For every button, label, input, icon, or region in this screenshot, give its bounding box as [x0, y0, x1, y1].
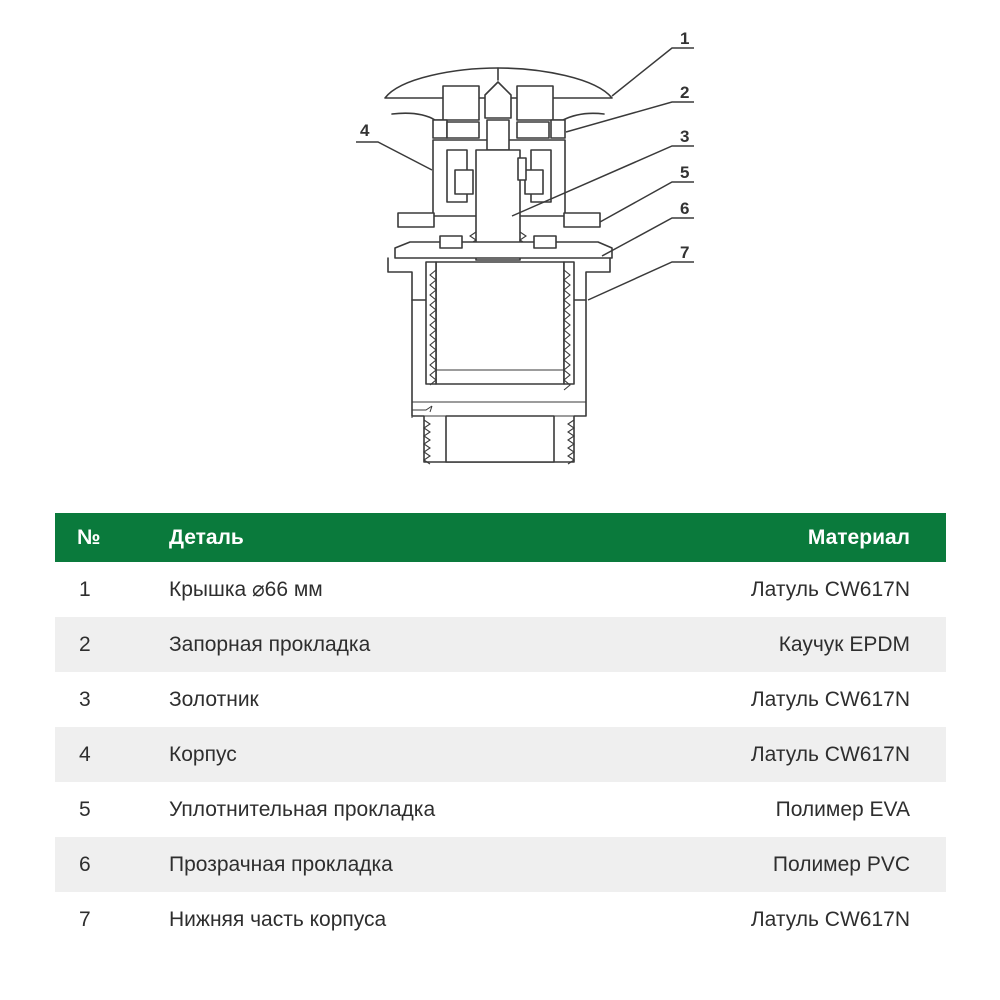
- parts-material-table: [55, 513, 946, 947]
- cap-inner-blocks: [443, 82, 553, 120]
- table-row: [55, 837, 946, 892]
- row-material: Латуль CW617N: [750, 577, 910, 601]
- row-part: Прозрачная прокладка: [169, 837, 617, 892]
- table-row: [55, 727, 946, 782]
- row-material: Полимер PVC: [617, 837, 946, 892]
- row-number: 3: [79, 687, 91, 711]
- row-material: Латуль CW617N: [750, 907, 910, 931]
- svg-text:2: 2: [680, 83, 690, 102]
- header-number: №: [55, 513, 169, 562]
- row-number: 1: [79, 577, 91, 601]
- header-material: Материал: [617, 513, 946, 562]
- header-part: Деталь: [169, 513, 617, 562]
- svg-text:6: 6: [680, 199, 690, 218]
- row-number: 4: [55, 727, 169, 782]
- row-number: 2: [55, 617, 169, 672]
- row-material: Латуль CW617N: [617, 727, 946, 782]
- svg-text:1: 1: [680, 29, 690, 48]
- table-row: [55, 672, 946, 727]
- svg-text:7: 7: [680, 243, 690, 262]
- callout-4: [356, 121, 432, 170]
- row-part: Запорная прокладка: [169, 617, 617, 672]
- row-part: Крышка ⌀66 мм: [169, 578, 323, 601]
- row-material: Латуль CW617N: [750, 687, 910, 711]
- row-part: Нижняя часть корпуса: [169, 907, 387, 931]
- row-part: Золотник: [169, 687, 259, 711]
- svg-text:5: 5: [680, 163, 690, 182]
- table-header-row: [55, 513, 946, 562]
- row-number: 6: [55, 837, 169, 892]
- table-row: [55, 562, 946, 617]
- row-material: Полимер EVA: [775, 797, 910, 821]
- table-row: [55, 617, 946, 672]
- table-row: [55, 892, 946, 947]
- row-material: Каучук EPDM: [617, 617, 946, 672]
- row-part: Уплотнительная прокладка: [169, 797, 436, 821]
- svg-text:4: 4: [360, 121, 370, 140]
- table-row: [55, 782, 946, 837]
- svg-text:3: 3: [680, 127, 690, 146]
- row-number: 7: [79, 907, 91, 931]
- row-number: 5: [79, 797, 91, 821]
- lower-body-part: [388, 258, 610, 464]
- row-part: Корпус: [169, 727, 617, 782]
